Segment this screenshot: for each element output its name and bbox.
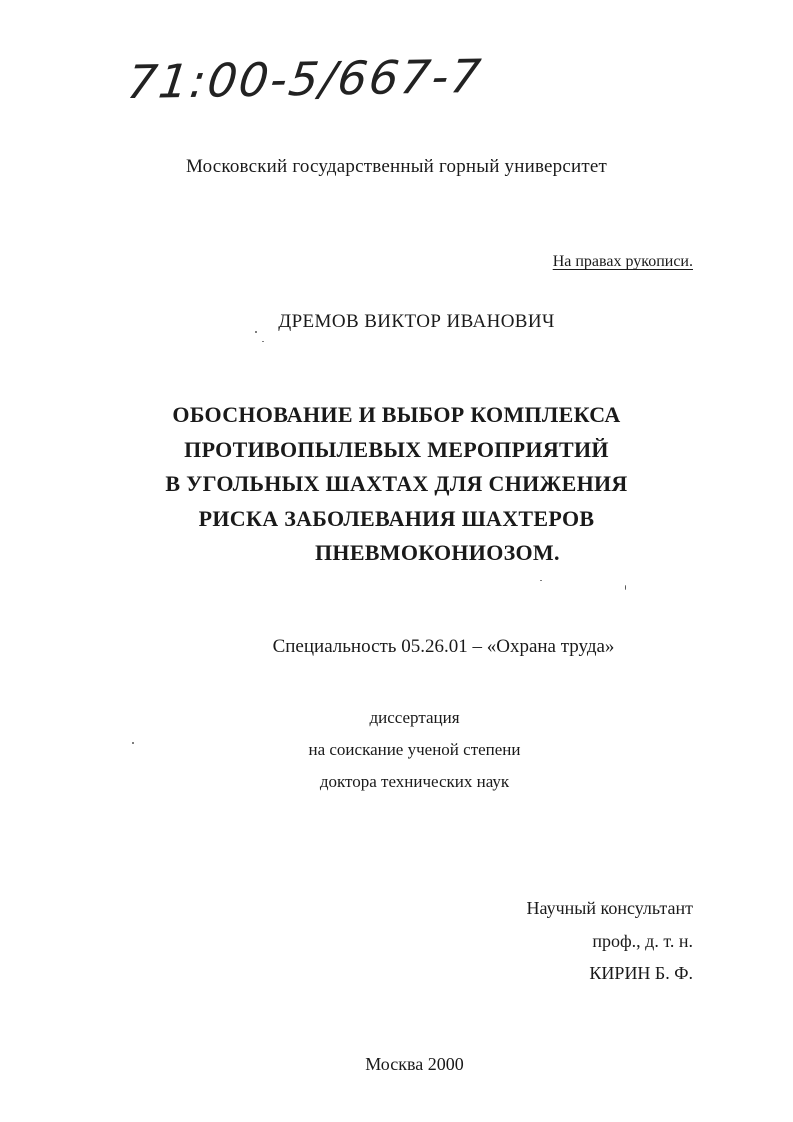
title-line: ОБОСНОВАНИЕ И ВЫБОР КОМПЛЕКСА xyxy=(172,402,621,427)
degree-statement xyxy=(0,702,793,798)
degree-line-1: диссертация xyxy=(369,708,460,727)
author-name: ДРЕМОВ ВИКТОР ИВАНОВИЧ xyxy=(278,311,555,332)
scan-speck xyxy=(540,580,542,581)
dissertation-title xyxy=(0,398,793,571)
scan-speck xyxy=(132,742,134,744)
title-line: В УГОЛЬНЫХ ШАХТАХ ДЛЯ СНИЖЕНИЯ xyxy=(165,471,628,496)
advisor-role: Научный консультант xyxy=(526,898,693,918)
city-year: Москва 2000 xyxy=(365,1054,464,1074)
catalog-number-stamp: 71:00-5/667-7 xyxy=(124,48,486,110)
scan-speck xyxy=(625,585,626,590)
scan-speck xyxy=(262,341,264,342)
title-line: ПНЕВМОКОНИОЗОМ. xyxy=(315,540,560,565)
advisor-degree: проф., д. т. н. xyxy=(592,930,693,951)
advisor-name: КИРИН Б. Ф. xyxy=(589,963,693,983)
scan-speck xyxy=(255,331,257,333)
scientific-advisor xyxy=(527,892,694,990)
specialty-line: Специальность 05.26.01 – «Охрана труда» xyxy=(272,636,615,657)
university-name: Московский государственный горный университет xyxy=(185,156,608,177)
degree-line-3: доктора технических наук xyxy=(319,772,510,791)
degree-line-2: на соискание ученой степени xyxy=(308,740,521,759)
manuscript-rights-note: На правах рукописи. xyxy=(552,253,693,270)
title-line: РИСКА ЗАБОЛЕВАНИЯ ШАХТЕРОВ xyxy=(198,505,595,531)
title-line: ПРОТИВОПЫЛЕВЫХ МЕРОПРИЯТИЙ xyxy=(184,436,609,462)
